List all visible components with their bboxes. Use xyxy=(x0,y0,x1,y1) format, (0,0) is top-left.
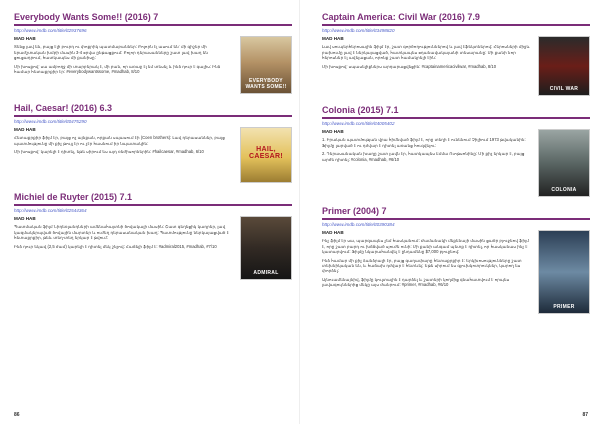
entry-body xyxy=(322,129,590,197)
movie-entry xyxy=(14,12,292,94)
review-text xyxy=(14,36,234,94)
movie-entry xyxy=(14,103,292,183)
author-label: MAD HAB xyxy=(322,230,344,235)
movie-poster xyxy=(538,230,590,314)
movie-entry xyxy=(322,206,590,314)
entry-body xyxy=(14,127,292,183)
title-rule xyxy=(322,24,590,26)
movie-title: Colonia (2015) 7.1 xyxy=(322,105,399,115)
movie-title: Captain America: Civil War (2016) 7.9 xyxy=(322,12,480,22)
movie-title: Primer (2004) 7 xyxy=(322,206,387,216)
right-column xyxy=(322,12,590,323)
imdb-link[interactable]: http://www.imdb.com/title/tt4005402 xyxy=(322,121,395,126)
movie-title: Hail, Caesar! (2016) 6.3 xyxy=(14,103,113,113)
title-rule xyxy=(322,218,590,220)
review-paragraph: Հետաքրքիր ֆիլմ էր, բայց ոչ այնքան, որքան սպասում էի (Coen brothers): Լավ դերասաններ, բայց պատմությունը մի քիչ թույլ էր ու չէր հասնում իր նպատակին: xyxy=(14,135,225,146)
poster-caption: CIVIL WAR xyxy=(549,86,579,92)
review-paragraph: Տենց լավ են, բայց էլի բուրդ ու փոքրիկ պատմաբաններ: Բոլորն էլ ասում են՝ մի գիշեր մի երաժշտական խմբի մասին 3-4 օրվա ընթացքում: Բոլոր դերասանները շատ լավ խաղ են ցուցադրում, հատկապես մի քանիսը: xyxy=(14,44,208,61)
movie-poster xyxy=(240,216,292,280)
author-label: MAD HAB xyxy=(322,36,344,41)
movie-title: Michiel de Ruyter (2015) 7.1 xyxy=(14,192,133,202)
imdb-link[interactable]: http://www.imdb.com/title/tt3498820 xyxy=(322,28,395,33)
entry-body xyxy=(322,230,590,314)
review-paragraph: Ինձ դուր եկավ (2,5 ժամ) կարելի է դիտել մեկ շնչով: Հաճելի ֆիլմ է: #admiral2015, #madhab, #7/10 xyxy=(14,243,217,249)
entry-body xyxy=(14,36,292,94)
right-page xyxy=(300,0,600,424)
poster-caption: HAIL, CAESAR! xyxy=(249,146,283,160)
review-paragraph: Պատմական ֆիլմ Նիդեռլանդների ամենահայտնի ծովակալի մասին: Շատ գեղեցիկ կադրեր, լավ կազմակերպված ծովային մարտեր և ուժեղ դերասանական խաղ: Պատմությունը ներկայացված է հետաքրքիր, թեև տեղ-տեղ երկար է թվում: xyxy=(14,224,229,241)
page-number: 87 xyxy=(582,412,588,418)
title-rule xyxy=(14,115,292,117)
imdb-link[interactable]: http://www.imdb.com/title/tt2937696 xyxy=(14,28,87,33)
review-text xyxy=(14,216,234,280)
movie-poster xyxy=(538,129,590,197)
review-paragraph: Այնուամենայնիվ, ֆիլմը կուլտային է դարձել և շատերի կողմից գնահատվում է որպես լավագույններից մեկը այս ժանրում: #primer, #madhab, #6/10 xyxy=(322,276,510,288)
review-paragraph: Ինչ ֆիլմ էր սա, պարզապես չեմ հասկանում: Ժամանակի մեքենայի մասին ցածր բյուջեով ֆիլմ է, որը շատ բարդ ու խճճված սյուժե ունի: Մի քանի անգամ պետք է դիտել, որ հասկանաս ինչ է կատարվում: Ֆիլմը նկարահանվել է ընդամենը $7,000 բյուջեով: xyxy=(322,238,529,255)
author-label: MAD HAB xyxy=(14,216,36,221)
entry-body xyxy=(14,216,292,280)
review-paragraph: Մի խոսքով՝ սա ամբողջ մի տարբերակ է, մի բան, որ առաջ էլ եմ տեսել և ինձ դուր է գալիս: Ինձ համար հետաքրքիր էր: #everybodywantssome, #madhab, 8/10 xyxy=(14,63,221,75)
review-paragraph: Մի խոսքով՝ սպասելիքներս արդարացվեցին: #captainamericacivilwar, #madhab, 8/10 xyxy=(322,63,497,69)
author-label: MAD HAB xyxy=(14,127,36,132)
title-rule xyxy=(14,204,292,206)
imdb-link[interactable]: http://www.imdb.com/title/tt2544364 xyxy=(14,208,87,213)
title-rule xyxy=(14,24,292,26)
poster-caption: ADMIRAL xyxy=(253,270,279,276)
poster-caption: PRIMER xyxy=(553,304,575,310)
poster-caption: EVERYBODY WANTS SOME!! xyxy=(245,78,287,90)
review-paragraph: Լավ սուպերհերոսային ֆիլմ էր, շատ գործողություններով և լավ էֆեկտներով: Հերոսների միջև բախումը լավ է ներկայացված, հատկապես օդանավակայանի տեսարանը: Մի քանի նոր հերոսներ էլ ավելացան, որոնք շատ համակրելի էին: xyxy=(322,44,530,61)
review-text xyxy=(322,129,532,197)
page-number: 86 xyxy=(14,412,20,418)
author-label: MAD HAB xyxy=(14,36,36,41)
movie-poster xyxy=(538,36,590,96)
imdb-link[interactable]: http://www.imdb.com/title/tt0390384 xyxy=(322,222,395,227)
movie-title: Everybody Wants Some!! (2016) 7 xyxy=(14,12,159,22)
imdb-link[interactable]: http://www.imdb.com/title/tt0475290 xyxy=(14,119,87,124)
review-paragraph: Մի խոսքով՝ կարելի է դիտել, եթե սիրում ես այդ ռեժիսորներին: #hailcaesar, #madhab, 6/10 xyxy=(14,149,204,155)
movie-entry xyxy=(322,12,590,96)
review-text xyxy=(322,230,532,314)
movie-entry xyxy=(14,192,292,280)
review-paragraph: 2. Դերասանական խաղը շատ լավն էր, հատկապես Էմմա Ուոթսոնինը: Մի քիչ երկար է, բայց արժե դիտել: #colonia, #madhab, #6/10 xyxy=(322,151,525,162)
review-text xyxy=(14,127,234,183)
movie-poster xyxy=(240,127,292,183)
entry-body xyxy=(322,36,590,96)
movie-entry xyxy=(322,105,590,197)
movie-poster xyxy=(240,36,292,94)
title-rule xyxy=(322,117,590,119)
poster-caption: COLONIA xyxy=(551,187,577,193)
left-column xyxy=(14,12,292,289)
review-paragraph: 1. Իրական պատմության վրա հիմնված ֆիլմ է, որը տեղի է ունենում Չիլիում 1973 թվականին: Ֆիլմը լարված է ու դժվար է դիտել առանց հուզվելու: xyxy=(322,137,526,148)
review-paragraph: Ինձ համար մի քիչ ձանձրալի էր, բայց գաղափարը հետաքրքիր է: Երկխոսությունները շատ տեխնիկական են, և հաճախ դժվար է հետևել: Եթե սիրում ես գլուխկոտրուկներ, կարող ես փորձել: xyxy=(322,257,522,274)
author-label: MAD HAB xyxy=(322,129,344,134)
review-text xyxy=(322,36,532,96)
